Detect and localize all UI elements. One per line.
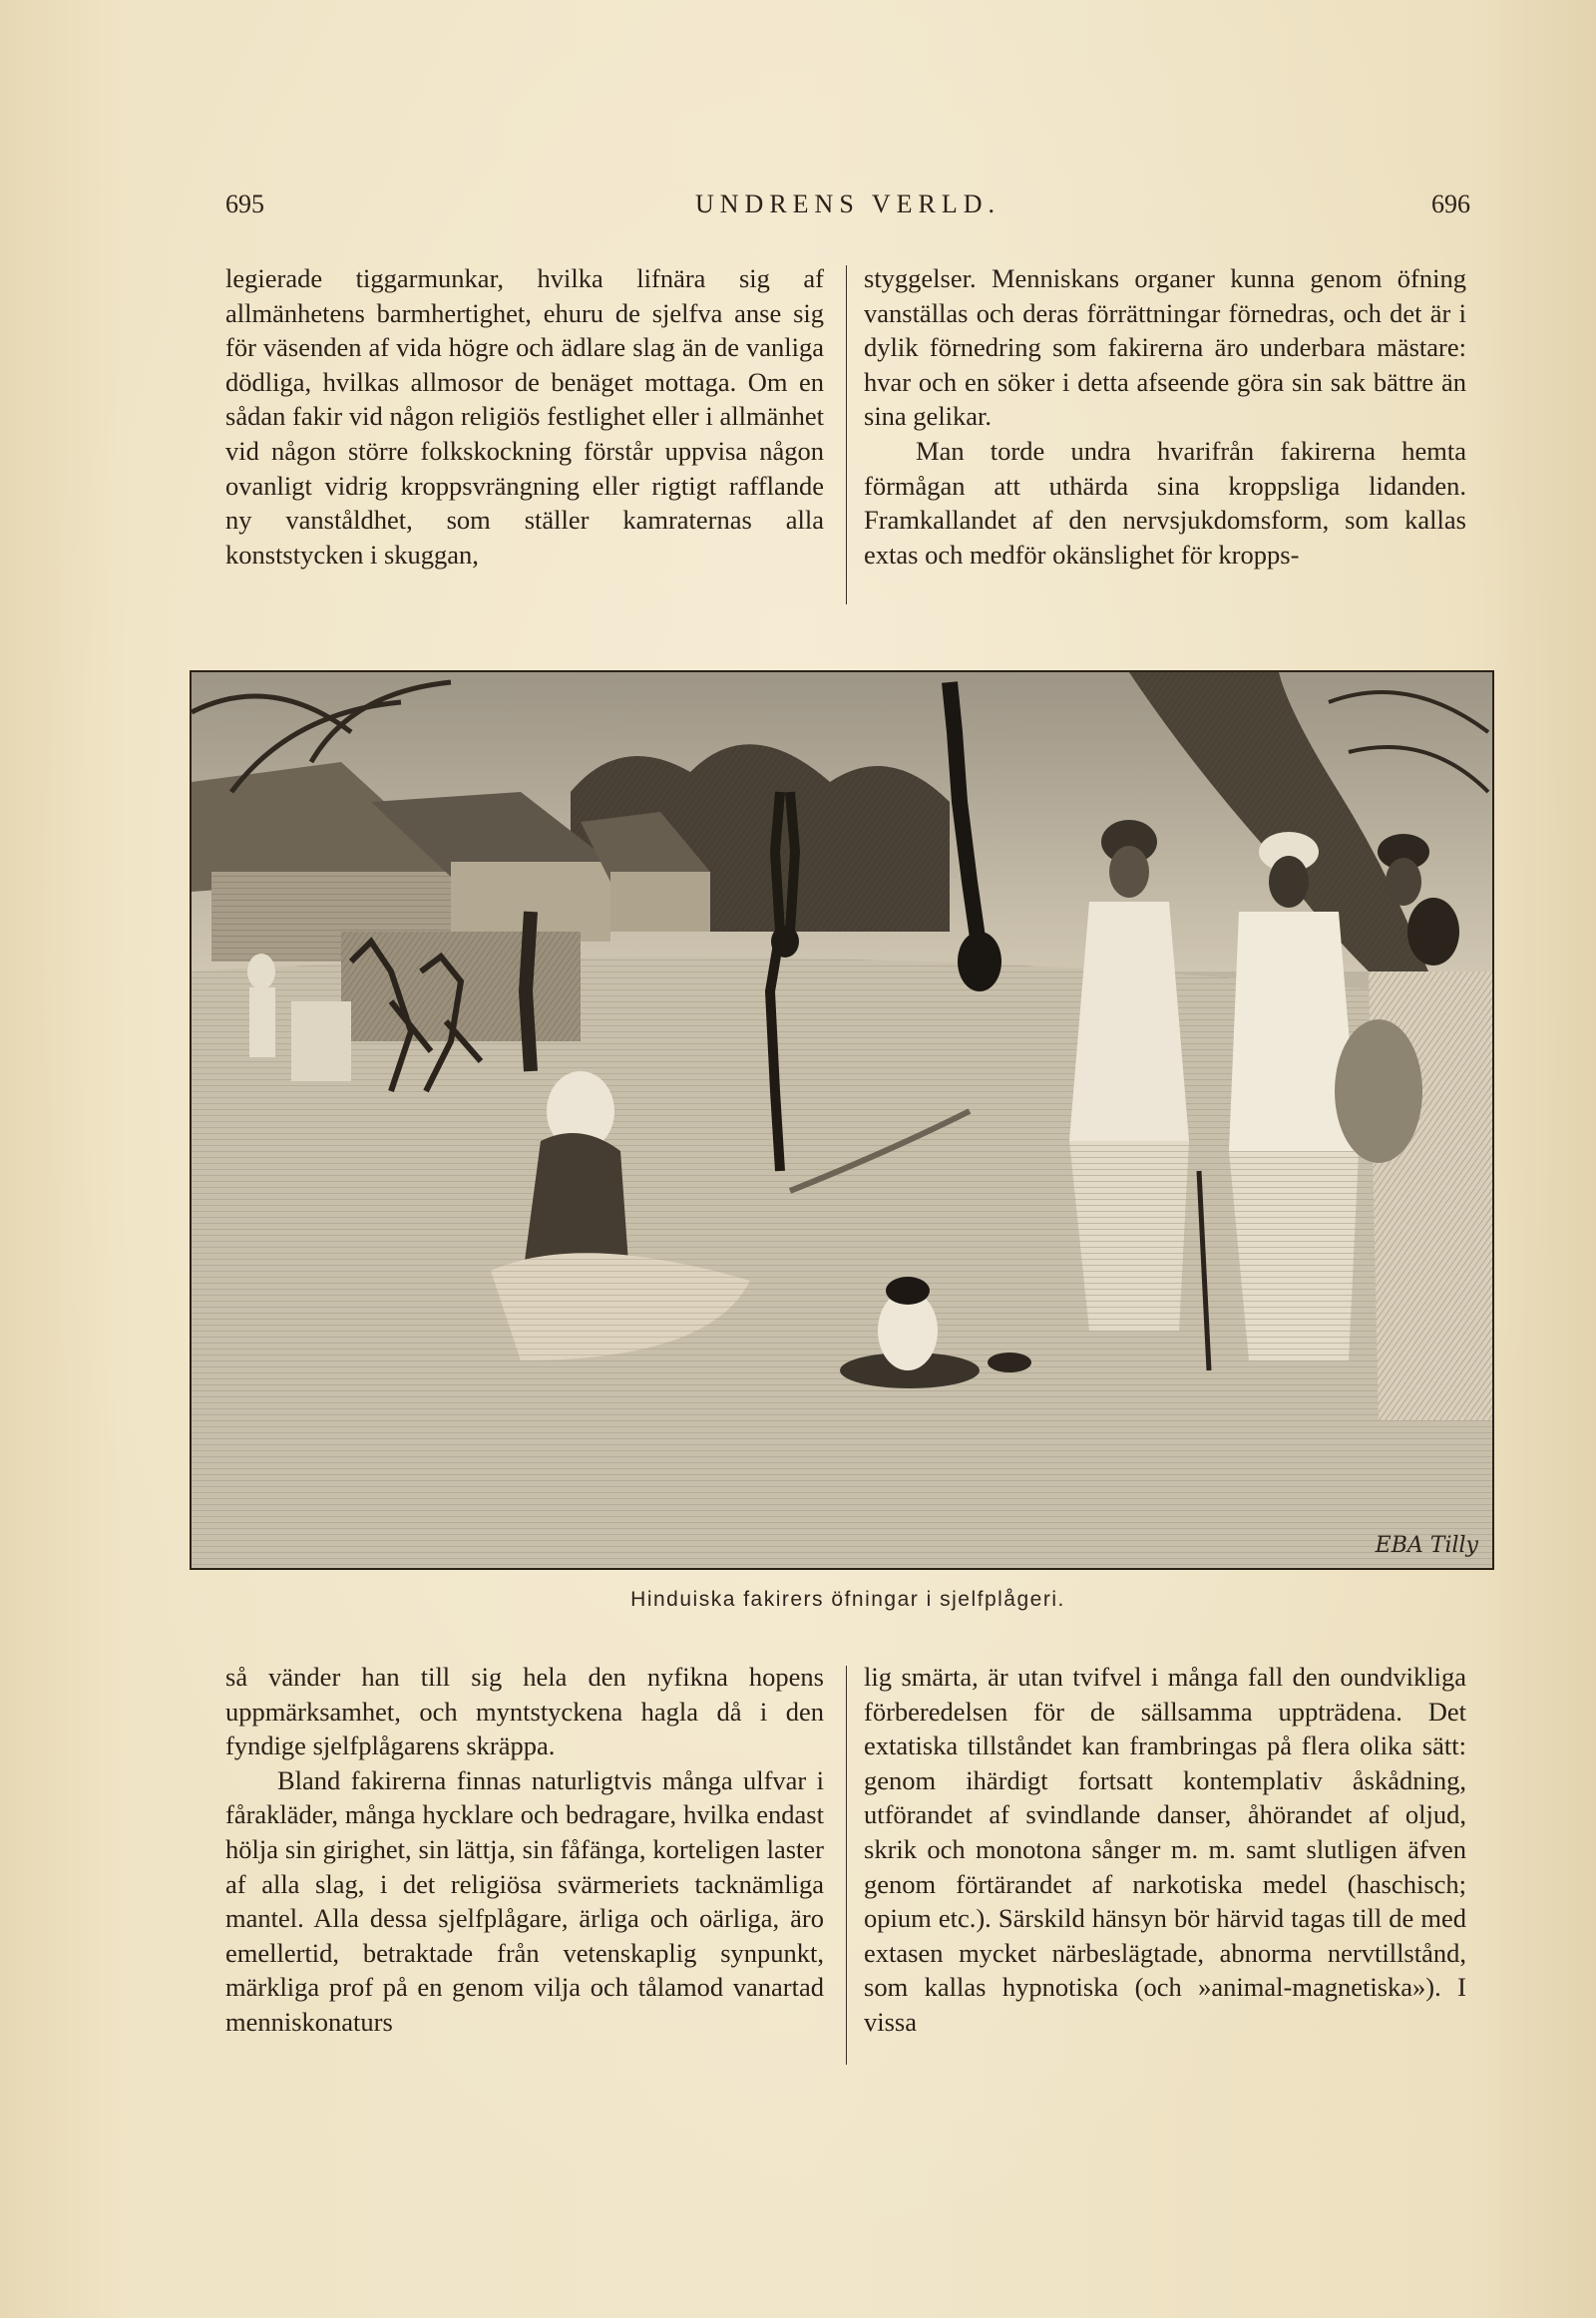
top-right-column	[864, 261, 1466, 572]
column-divider-top	[846, 265, 847, 604]
paragraph: legierade tiggarmunkar, hvilka lifnära sig af allmänhetens barmhertighet, ehuru de sjelfva anse sig för väsenden af vida högre och ädlare slag än de vanliga dödliga, hvilkas allmosor de benäget mottaga. Om en sådan fakir vid någon religiös festlighet eller i allmänhet vid någon större folkskockning förstår uppvisa någon ovanligt vidrig kroppsvrängning eller rigtigt rafflande ny vanståldhet, som ställer kamraternas alla konststycken i skuggan,	[225, 263, 824, 570]
paragraph: Man torde undra hvarifrån fakirerna hemta förmågan att uthärda sina kroppsliga lidanden. Framkallandet af den nervsjukdomsform, som kallas extas och medför okänslighet för kropps-	[864, 435, 1466, 570]
paragraph: lig smärta, är utan tvifvel i många fall den oundvikliga förberedelsen för de sällsamma uppträdena. Det extatiska tillståndet kan frambringas på flera olika sätt: genom ihärdigt fortsatt kontemplativ åskådning, utförandet af svindlande danser, åhörandet af oljud, skrik och monotona sånger m. m. samt slutligen äfven genom förtärandet af narkotiska medel (haschisch; opium etc.). Särskild hänsyn bör härvid tagas till de med extasen mycket närbeslägtade, abnorma nervtillstånd, som kallas hypnotiska (och »animal-magnetiska»). I vissa	[864, 1662, 1466, 2037]
top-left-column	[225, 261, 824, 572]
figure-caption: Hinduiska fakirers öfningar i sjelfplågeri.	[630, 1588, 1065, 1611]
paragraph: Bland fakirerna finnas naturligtvis många ulfvar i fårakläder, många hycklare och bedragare, hvilka endast hölja sin girighet, sin lättja, sin fåfänga, korteligen laster af alla slag, i det religiösa svärmeriets tacknämliga mantel. Alla dessa sjelfplågare, ärliga och oärliga, äro emellertid, betraktade från vetenskaplig synpunkt, märkliga prof på en genom vilja och tålamod vanartad menniskonaturs	[225, 1764, 824, 2037]
column-divider-bottom	[846, 1666, 847, 2065]
paragraph: så vänder han till sig hela den nyfikna hopens uppmärksamhet, och myntstyckena hagla då i den fyndige sjelfplågarens skräppa.	[225, 1662, 824, 1761]
bottom-right-column	[864, 1660, 1466, 2040]
running-title: UNDRENS VERLD.	[695, 190, 1000, 218]
page-number-left: 695	[225, 190, 264, 218]
running-header	[225, 190, 1470, 229]
bottom-left-column	[225, 1660, 824, 2040]
paragraph: styggelser. Menniskans organer kunna genom öfning vanställas och deras förrättningar förnedras, och det är i dylik förnedring som fakirerna äro underbara mästare: hvar och en söker i detta afseende göra sin sak bättre än sina gelikar.	[864, 263, 1466, 432]
engraving-illustration	[190, 670, 1494, 1570]
artist-signature: EBA Tilly	[1375, 1533, 1478, 1558]
page-number-right: 696	[1431, 190, 1470, 218]
